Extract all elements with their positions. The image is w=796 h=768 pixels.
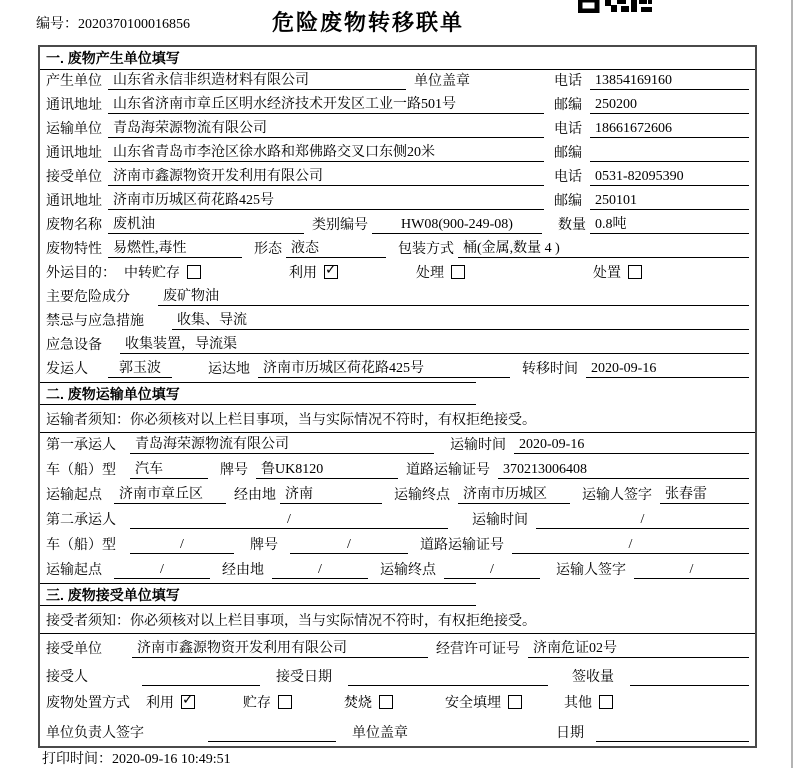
- carrier2-row: [40, 508, 755, 533]
- addr3-value: 济南市历城区荷花路425号: [108, 189, 544, 210]
- permit2-label: 道路运输证号: [420, 538, 504, 553]
- category-label: 类别编号: [312, 218, 368, 233]
- transporter-row: [40, 118, 755, 142]
- transfer-date-value: 2020-09-16: [586, 361, 749, 378]
- disposal-method-row: [40, 690, 755, 718]
- producer-label: 产生单位: [46, 74, 102, 89]
- accept-date-label: 接受日期: [276, 670, 332, 685]
- form-value: 液态: [286, 237, 386, 258]
- waste-name-value: 废机油: [108, 213, 304, 234]
- producer-value: 山东省永信非织造材料有限公司: [108, 69, 406, 90]
- disposal-label: 废物处置方式: [46, 696, 130, 711]
- checkbox-disposal-use-icon: [181, 695, 195, 709]
- emergency-equipment-row: [40, 334, 755, 358]
- qty-label: 数量: [558, 218, 586, 233]
- receiver-label: 接受单位: [46, 170, 102, 185]
- zip3-value: 250101: [590, 193, 749, 210]
- receiver-notice: 接受者须知：你必须核对以上栏目事项，当与实际情况不符时，有权拒绝接受。: [40, 606, 755, 634]
- origin2-value: /: [114, 562, 210, 579]
- plate1-value: 鲁UK8120: [256, 458, 398, 479]
- via1-label: 经由地: [234, 488, 276, 503]
- permit1-label: 道路运输证号: [406, 463, 490, 478]
- category-value: HW08(900-249-08): [372, 217, 542, 234]
- zip3-label: 邮编: [554, 194, 582, 209]
- unit-stamp-label: 单位盖章: [414, 74, 470, 89]
- accept-unit-label: 接受单位: [46, 642, 102, 657]
- accept-person-row: [40, 662, 755, 690]
- carrier1-label: 第一承运人: [46, 438, 116, 453]
- packing-label: 包装方式: [398, 242, 454, 257]
- end1-label: 运输终点: [394, 488, 450, 503]
- phone2-value: 18661672606: [590, 121, 749, 138]
- checkbox-dispose-icon: [628, 265, 642, 279]
- hazard-label: 主要危险成分: [46, 290, 130, 305]
- vehicle1-row: [40, 458, 755, 483]
- end2-label: 运输终点: [380, 563, 436, 578]
- disposal-option-use: 利用 ✓: [146, 692, 195, 712]
- carrier2-value: /: [130, 512, 448, 529]
- hazard-value: 废矿物油: [158, 285, 749, 306]
- waste-character-row: [40, 238, 755, 262]
- waste-name-row: [40, 214, 755, 238]
- vehicle1-value: 汽车: [130, 458, 208, 479]
- receiver-address-row: [40, 190, 755, 214]
- transporter-label: 运输单位: [46, 122, 102, 137]
- checkbox-use-icon: [324, 265, 338, 279]
- character-value: 易燃性,毒性: [108, 237, 242, 258]
- checkbox-disposal-landfill-icon: [508, 695, 522, 709]
- addr2-label: 通讯地址: [46, 146, 102, 161]
- sign-amount-value: [630, 685, 749, 686]
- zip2-value: [590, 161, 749, 162]
- purpose-option-dispose: 处置: [593, 262, 642, 282]
- sign2-label: 运输人签字: [556, 563, 626, 578]
- transporter-address-row: [40, 142, 755, 166]
- phone1-value: 13854169160: [590, 73, 749, 90]
- addr2-value: 山东省青岛市李沧区徐水路和郑佛路交叉口东侧20米: [108, 141, 544, 162]
- end1-value: 济南市历城区: [458, 483, 570, 504]
- vehicle2-label: 车（船）型: [46, 538, 116, 553]
- form-label: 形态: [254, 242, 282, 257]
- via2-value: /: [272, 562, 368, 579]
- disposal-option-other: 其他: [564, 692, 613, 712]
- form-serial-number: 编号：2020370100016856: [36, 17, 190, 32]
- time2-value: /: [536, 512, 749, 529]
- phone1-label: 电话: [554, 74, 582, 89]
- end2-value: /: [444, 562, 540, 579]
- sign-amount-label: 签收量: [572, 670, 614, 685]
- responsible-sign-row: [40, 718, 755, 746]
- phone3-value: 0531-82095390: [590, 169, 749, 186]
- vehicle2-value: /: [130, 537, 234, 554]
- date2-label: 日期: [556, 726, 584, 741]
- transporter-value: 青岛海荣源物流有限公司: [108, 117, 544, 138]
- route2-row: [40, 558, 755, 583]
- section3-header: 三. 废物接受单位填写: [40, 583, 476, 606]
- unit-stamp2-label: 单位盖章: [352, 726, 408, 741]
- receiver-row: [40, 166, 755, 190]
- page-title: 危险废物转移联单: [271, 10, 464, 35]
- origin1-value: 济南市章丘区: [114, 483, 226, 504]
- origin1-label: 运输起点: [46, 488, 102, 503]
- time1-value: 2020-09-16: [514, 437, 749, 454]
- purpose-label: 外运目的：: [46, 266, 116, 281]
- accept-person-value: [142, 685, 260, 686]
- waste-name-label: 废物名称: [46, 218, 102, 233]
- packing-value: 桶(金属,数量 4 ): [458, 237, 749, 258]
- shipper-value: 郭玉波: [108, 357, 172, 378]
- purpose-option-storage: 中转贮存: [124, 262, 201, 282]
- producer-row: [40, 70, 755, 94]
- plate1-label: 牌号: [220, 463, 248, 478]
- disposal-option-landfill: 安全填埋: [445, 692, 522, 712]
- zip1-label: 邮编: [554, 98, 582, 113]
- transfer-date-label: 转移时间: [522, 362, 578, 377]
- zip1-value: 250200: [590, 97, 749, 114]
- qty-value: 0.8吨: [590, 213, 749, 234]
- accept-person-label: 接受人: [46, 670, 88, 685]
- origin2-label: 运输起点: [46, 563, 102, 578]
- permit1-value: 370213006408: [498, 462, 749, 479]
- taboo-measures-row: [40, 310, 755, 334]
- page-right-edge: [791, 0, 793, 768]
- carrier1-value: 青岛海荣源物流有限公司: [130, 433, 434, 454]
- purpose-option-use: 利用 ✓: [289, 262, 338, 282]
- date2-value: [596, 741, 749, 742]
- via2-label: 经由地: [222, 563, 264, 578]
- sign1-value: 张春雷: [660, 483, 749, 504]
- transfer-form-table: [38, 45, 757, 748]
- dest-value: 济南市历城区荷花路425号: [258, 357, 510, 378]
- purpose-option-treat: 处理: [416, 262, 465, 282]
- checkbox-disposal-other-icon: [599, 695, 613, 709]
- via1-value: 济南: [280, 483, 382, 504]
- checkbox-disposal-store-icon: [278, 695, 292, 709]
- vehicle2-row: [40, 533, 755, 558]
- time2-label: 运输时间: [472, 513, 528, 528]
- transporter-notice: 运输者须知：你必须核对以上栏目事项，当与实际情况不符时，有权拒绝接受。: [40, 405, 755, 433]
- section2-header: 二. 废物运输单位填写: [40, 382, 476, 405]
- time1-label: 运输时间: [450, 438, 506, 453]
- taboo-value: 收集、导流: [172, 309, 749, 330]
- carrier1-row: [40, 433, 755, 458]
- producer-address-row: [40, 94, 755, 118]
- checkbox-storage-icon: [187, 265, 201, 279]
- dest-label: 运达地: [208, 362, 250, 377]
- checkbox-treat-icon: [451, 265, 465, 279]
- sign2-value: /: [634, 562, 749, 579]
- sign1-label: 运输人签字: [582, 488, 652, 503]
- transfer-purpose-row: [40, 262, 755, 286]
- qr-code-partial-icon: [578, 0, 652, 18]
- receiver-value: 济南市鑫源物资开发利用有限公司: [108, 165, 544, 186]
- accept-unit-row: [40, 634, 755, 662]
- license-value: 济南危证02号: [528, 637, 749, 658]
- equipment-label: 应急设备: [46, 338, 102, 353]
- addr1-label: 通讯地址: [46, 98, 102, 113]
- shipper-label: 发运人: [46, 362, 88, 377]
- equipment-value: 收集装置，导流渠: [120, 333, 749, 354]
- addr1-value: 山东省济南市章丘区明水经济技术开发区工业一路501号: [108, 93, 544, 114]
- shipper-row: [40, 358, 755, 382]
- zip2-label: 邮编: [554, 146, 582, 161]
- responsible-sign-label: 单位负责人签字: [46, 726, 144, 741]
- license-label: 经营许可证号: [436, 642, 520, 657]
- accept-unit-value: 济南市鑫源物资开发利用有限公司: [132, 637, 428, 658]
- plate2-label: 牌号: [250, 538, 278, 553]
- section1-header: 一. 废物产生单位填写: [40, 47, 755, 70]
- route1-row: [40, 483, 755, 508]
- checkbox-disposal-burn-icon: [379, 695, 393, 709]
- accept-date-value: [348, 685, 548, 686]
- disposal-option-store: 贮存: [243, 692, 292, 712]
- hazard-component-row: [40, 286, 755, 310]
- phone2-label: 电话: [554, 122, 582, 137]
- vehicle1-label: 车（船）型: [46, 463, 116, 478]
- phone3-label: 电话: [554, 170, 582, 185]
- addr3-label: 通讯地址: [46, 194, 102, 209]
- plate2-value: /: [290, 537, 408, 554]
- character-label: 废物特性: [46, 242, 102, 257]
- permit2-value: /: [512, 537, 749, 554]
- print-timestamp: 打印时间：2020-09-16 10:49:51: [42, 752, 231, 767]
- disposal-option-burn: 焚烧: [344, 692, 393, 712]
- carrier2-label: 第二承运人: [46, 513, 116, 528]
- responsible-sign-value: [208, 741, 336, 742]
- taboo-label: 禁忌与应急措施: [46, 314, 144, 329]
